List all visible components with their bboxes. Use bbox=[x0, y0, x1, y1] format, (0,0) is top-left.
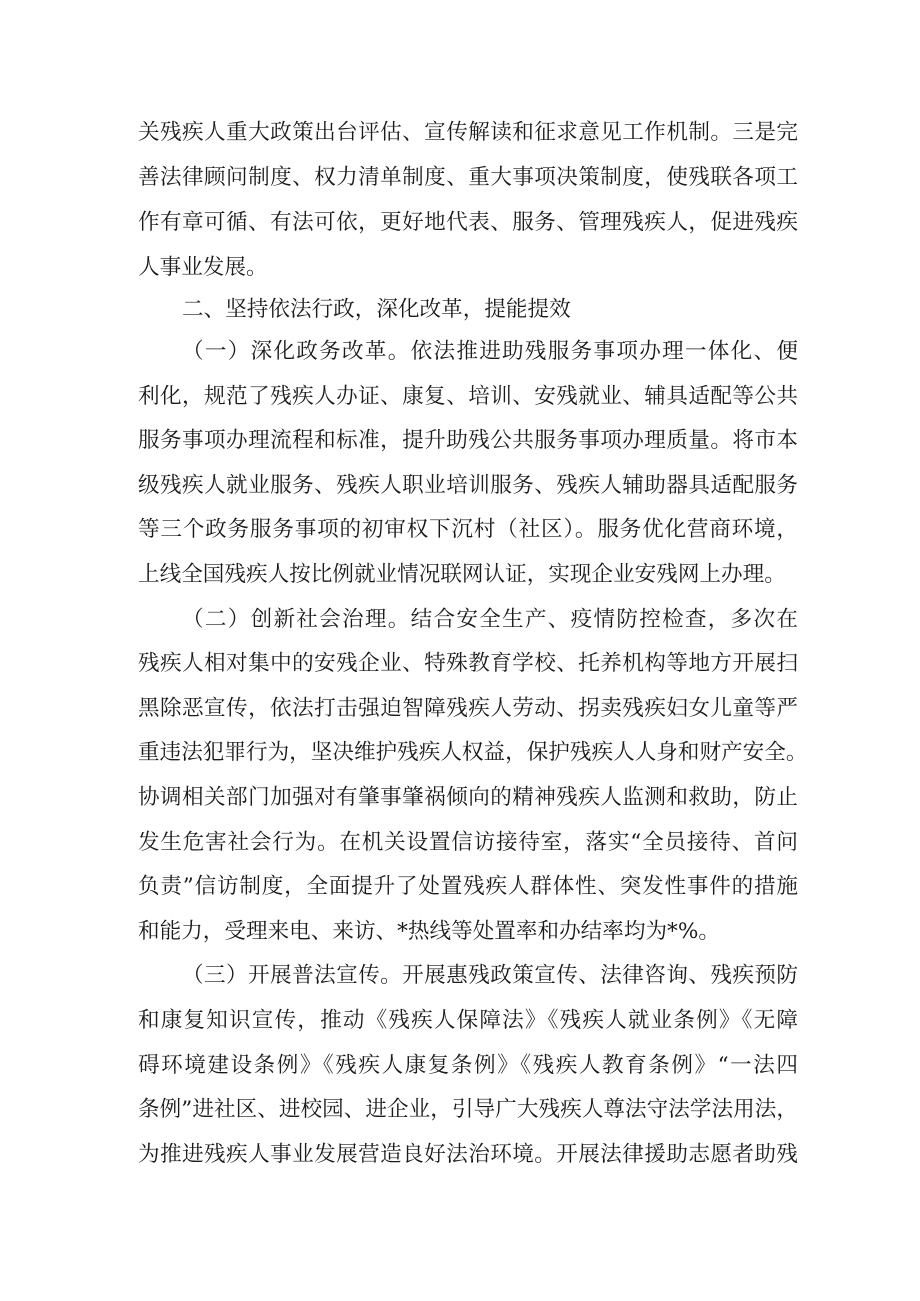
text-line: 和康复知识宣传，推动《残疾人保障法》《残疾人就业条例》《无障 bbox=[138, 1008, 798, 1033]
text-line: 黑除恶宣传，依法打击强迫智障残疾人劳动、拐卖残疾妇女儿童等严 bbox=[138, 696, 798, 721]
text-line: 碍环境建设条例》《残疾人康复条例》《残疾人教育条例》“一法四 bbox=[138, 1053, 798, 1078]
text-line: 善法律顾问制度、权力清单制度、重大事项决策制度，使残联各项工 bbox=[138, 165, 798, 190]
text-line: 作有章可循、有法可依，更好地代表、服务、管理残疾人，促进残疾 bbox=[138, 210, 798, 235]
text-line: 重违法犯罪行为，坚决维护残疾人权益，保护残疾人人身和财产安全。 bbox=[138, 740, 808, 765]
text-line: 负责”信访制度，全面提升了处置残疾人群体性、突发性事件的措施 bbox=[138, 874, 798, 899]
text-line: 发生危害社会行为。在机关设置信访接待室，落实“全员接待、首问 bbox=[138, 830, 798, 855]
text-line: 关残疾人重大政策出台评估、宣传解读和征求意见工作机制。三是完 bbox=[138, 120, 798, 145]
text-line: 人事业发展。 bbox=[138, 255, 268, 280]
text-line: （二）创新社会治理。结合安全生产、疫情防控检查，多次在 bbox=[182, 607, 798, 632]
text-line: 等三个政务服务事项的初审权下沉村（社区）。服务优化营商环境， bbox=[138, 517, 798, 542]
section-heading: 二、坚持依法行政，深化改革，提能提效 bbox=[182, 297, 571, 322]
text-line: 条例”进社区、进校园、进企业，引导广大残疾人尊法守法学法用法， bbox=[138, 1097, 798, 1122]
text-line: 残疾人相对集中的安残企业、特殊教育学校、托养机构等地方开展扫 bbox=[138, 651, 798, 676]
text-line: 级残疾人就业服务、残疾人职业培训服务、残疾人辅助器具适配服务 bbox=[138, 473, 798, 498]
text-line: 利化，规范了残疾人办证、康复、培训、安残就业、辅具适配等公共 bbox=[138, 384, 798, 409]
text-line: 上线全国残疾人按比例就业情况联网认证，实现企业安残网上办理。 bbox=[138, 562, 786, 587]
text-line: （三）开展普法宣传。开展惠残政策宣传、法律咨询、残疾预防 bbox=[182, 963, 798, 988]
text-line: 协调相关部门加强对有肇事肇祸倾向的精神残疾人监测和救助，防止 bbox=[138, 785, 798, 810]
text-line: 为推进残疾人事业发展营造良好法治环境。开展法律援助志愿者助残 bbox=[138, 1142, 798, 1167]
text-line: （一）深化政务改革。依法推进助残服务事项办理一体化、便 bbox=[182, 339, 798, 364]
text-line: 服务事项办理流程和标准，提升助残公共服务事项办理质量。将市本 bbox=[138, 428, 798, 453]
text-line: 和能力，受理来电、来访、*热线等处置率和办结率均为*%。 bbox=[138, 919, 720, 944]
